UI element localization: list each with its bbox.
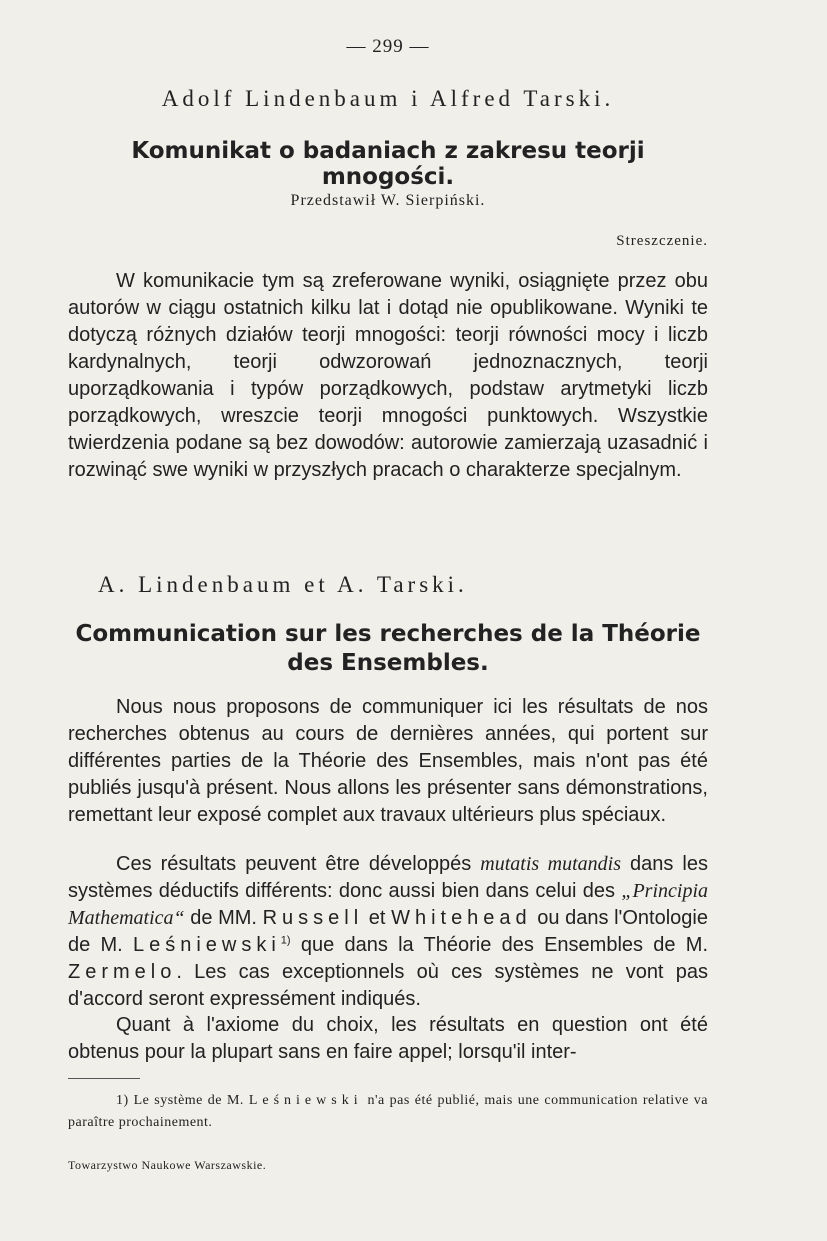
french-paragraph-3: Quant à l'axiome du choix, les résultats en question ont été obtenus pour la plupart sans en faire appel; lorsqu'il inter- — [68, 1014, 708, 1063]
author-name-whitehead: Whitehead — [391, 907, 532, 929]
footnote — [68, 1090, 708, 1134]
author-name-zermelo: Zermelo — [68, 961, 177, 983]
french-authors: A. Lindenbaum et A. Tarski. — [98, 572, 468, 597]
french-title: Communication sur les recherches de la Théorie des Ensembles. — [75, 621, 701, 676]
footnote-marker: 1) — [116, 1093, 129, 1108]
polish-authors: Adolf Lindenbaum i Alfred Tarski. — [161, 86, 615, 111]
text-span: Ces résultats peuvent être développés — [116, 853, 481, 875]
polish-summary-paragraph: W komunikacie tym są zreferowane wyniki, osiągnięte przez obu autorów w ciągu ostatnich kilku lat i dotąd nie opublikowane. Wyniki te dotyczą różnych działów teorji mnogości: teorji równości mocy i liczb kardynalnych, teorji odwzorowań jednoznacznych, teorji uporządkowania i typów porządkowych, podstaw arytmetyki liczb porządkowych, wreszcie teorji mnogości punktowych. Wszystkie twierdzenia podane są bez dowodów: autorowie zamierzają uzasadnić i rozwinąć swe wyniki w przyszłych pracach o charakterze specjalnym. — [68, 270, 708, 481]
footnote-ref[interactable]: 1) — [280, 934, 291, 947]
text-span: de MM. — [184, 907, 263, 929]
text-span: que dans la Théorie des Ensembles de M. — [290, 934, 708, 956]
summary-label: Streszczenie. — [616, 233, 708, 249]
page-number: — 299 — — [346, 36, 430, 57]
author-name-lesniewski: Leśniewski — [132, 934, 281, 956]
polish-title: Komunikat o badaniach z zakresu teorji mnogości. — [131, 138, 645, 190]
french-paragraph-2 — [68, 851, 708, 1013]
text-span: dans les systèmes déductifs différents: donc aussi bien dans celui des — [68, 853, 708, 902]
footnote-author-name: Leśniewski — [248, 1093, 363, 1108]
author-name-russell: Russell — [262, 907, 364, 929]
publisher-line: Towarzystwo Naukowe Warszawskie. — [68, 1158, 267, 1172]
italic-phrase: mutatis mutandis — [480, 853, 621, 875]
text-span: ou dans l'Ontologie de M. — [68, 907, 708, 956]
footnote-divider — [68, 1078, 140, 1079]
presented-by: Przedstawił W. Sierpiński. — [290, 192, 486, 209]
text-span: . Les cas exceptionnels où ces systèmes ne vont pas d'accord seront expressément indiqués. — [68, 961, 708, 1010]
text-span: et — [363, 907, 392, 929]
french-paragraph-1: Nous nous proposons de communiquer ici les résultats de nos recherches obtenus au cours de dernières années, qui portent sur différentes parties de la Théorie des Ensembles, mais n'ont pas été publiés jusqu'à présent. Nous allons les présenter sans démonstrations, remettant leur exposé complet aux travaux ultérieurs plus spéciaux. — [68, 696, 708, 826]
text-span: Le système de M. — [128, 1093, 249, 1108]
principia-title: „Principia Mathematica“ — [68, 880, 708, 929]
text-span: n'a pas été publié, mais une communication relative va paraître prochainement. — [68, 1093, 709, 1130]
